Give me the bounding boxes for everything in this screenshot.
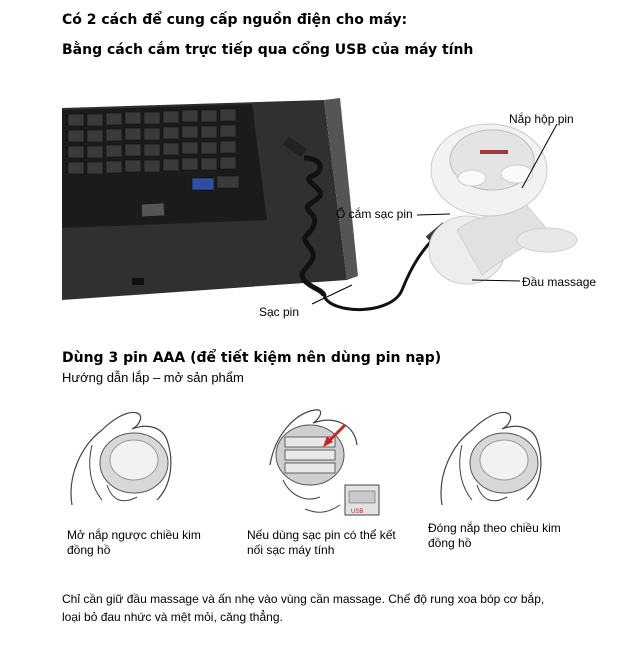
- label-massage-head: Đầu massage: [522, 275, 597, 289]
- cover-logo: [480, 150, 508, 154]
- caption-line: nối sạc máy tính: [247, 543, 335, 557]
- label-charging-socket: Ổ cắm sạc pin: [336, 207, 413, 221]
- leader-charging-socket: [417, 214, 450, 215]
- charger-cable: [305, 505, 340, 512]
- paragraph-line: loại bỏ đau nhức và mệt mỏi, căng thẳng.: [62, 610, 283, 624]
- step-open-figure: [62, 405, 182, 515]
- label-battery-cover: Nắp hộp pin: [509, 112, 574, 126]
- laptop-side-port: [132, 278, 144, 285]
- massager-foot: [517, 228, 577, 252]
- caption-line: Nếu dùng sạc pin có thể kết: [247, 528, 396, 542]
- cover-grip-right: [501, 165, 533, 183]
- caption-line: Đóng nắp theo chiều kim: [428, 521, 561, 535]
- usb-tag: USB: [351, 509, 364, 515]
- step-caption-charge: [247, 528, 396, 558]
- usb-heading: Bằng cách cắm trực tiếp qua cổng USB của máy tính: [62, 42, 474, 58]
- intro-heading: Có 2 cách để cung cấp nguồn điện cho máy:: [62, 12, 408, 28]
- caption-line: Mở nắp ngược chiều kim: [67, 528, 201, 542]
- caption-line: đồng hồ: [428, 536, 472, 550]
- trackpoint-button: [142, 203, 165, 216]
- step-caption-open: [67, 528, 201, 558]
- step-caption-close: [428, 521, 561, 551]
- paragraph-line: Chỉ cần giữ đầu massage và ấn nhẹ vào vùng cần massage. Chế độ rung xoa bóp cơ bắp,: [62, 592, 545, 606]
- step-close-figure: [432, 405, 552, 515]
- step-charge-figure: [265, 405, 395, 525]
- usb-connection-figure: [62, 100, 582, 345]
- battery-heading: Dùng 3 pin AAA (để tiết kiệm nên dùng pin nạp): [62, 350, 442, 366]
- battery-subheading: Hướng dẫn lắp – mở sản phẩm: [62, 370, 244, 385]
- cover-grip-left: [458, 170, 486, 186]
- caption-line: đồng hồ: [67, 543, 111, 557]
- label-charger-cable: Sạc pin: [259, 305, 300, 319]
- usage-paragraph: [62, 590, 544, 626]
